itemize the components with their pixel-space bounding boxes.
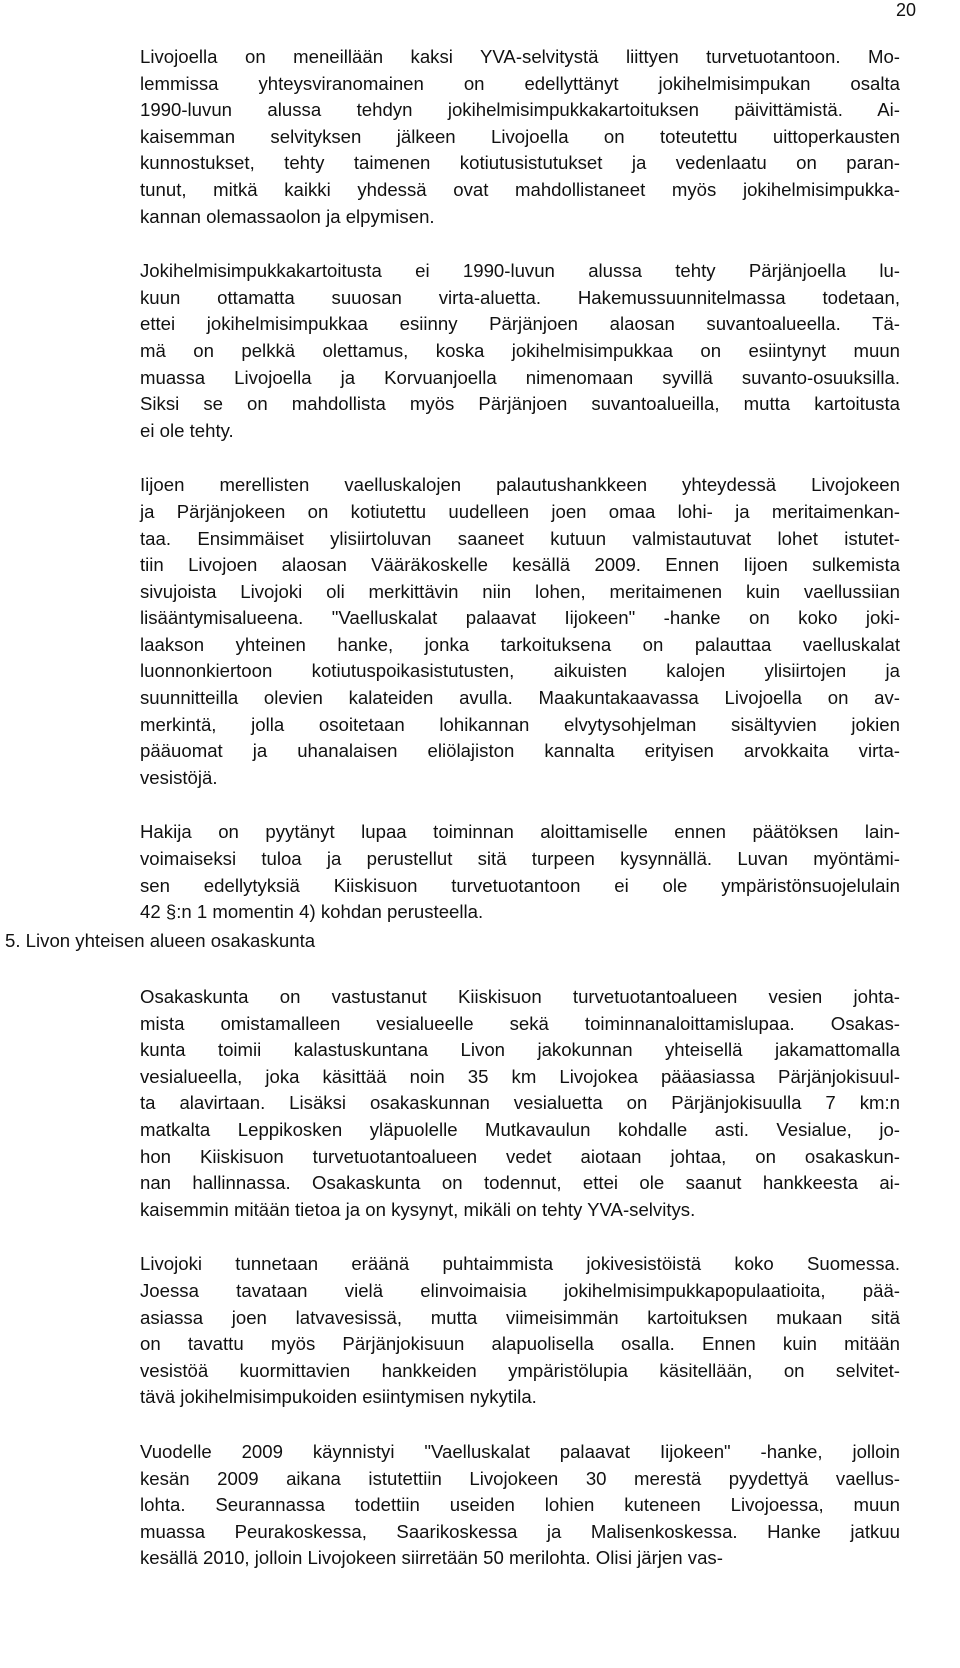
text-line: merkintä, jolla osoitetaan lohikannan elvytysohjelman sisältyvien jokien — [140, 713, 900, 735]
text-line: muassa Livojoella ja Korvuanjoella nimenomaan syvillä suvanto-osuuksilla. — [140, 366, 900, 388]
text-line: suunnitteilla olevien kalateiden avulla. Maakuntakaavassa Livojoella on av- — [140, 687, 900, 709]
text-line: kesällä 2010, jolloin Livojokeen siirretään 50 merilohta. Olisi järjen vas- — [140, 1547, 723, 1569]
text-line: mista omistamalleen vesialueelle sekä toiminnanaloittamislupaa. Osakas- — [140, 1012, 900, 1034]
text-line: 1990-luvun alussa tehdyn jokihelmisimpukkakartoituksen päivittämistä. Ai- — [140, 99, 900, 121]
text-line: tiin Livojoen alaosan Vääräkoskelle kesällä 2009. Ennen Iijoen sulkemista — [140, 554, 900, 576]
text-line: Livojoki tunnetaan eräänä puhtaimmista jokivesistöistä koko Suomessa. — [140, 1253, 900, 1275]
text-line: Jokihelmisimpukkakartoitusta ei 1990-luvun alussa tehty Pärjänjoella lu- — [140, 260, 900, 282]
text-line: 42 §:n 1 momentin 4) kohdan perusteella. — [140, 901, 484, 923]
text-line: Iijoen merellisten vaelluskalojen palautushankkeen yhteydessä Livojokeen — [140, 474, 900, 496]
text-line: kuun ottamatta suuosan virta-aluetta. Hakemussuunnitelmassa todetaan, — [140, 286, 900, 308]
text-line: tävä jokihelmisimpukoiden esiintymisen nykytila. — [140, 1386, 537, 1408]
text-line: tunut, mitkä kaikki yhdessä ovat mahdollistaneet myös jokihelmisimpukka- — [140, 178, 900, 200]
text-line: voimaiseksi tuloa ja perustellut sitä turpeen kysynnällä. Luvan myöntämi- — [140, 848, 900, 870]
text-line: Vuodelle 2009 käynnistyi "Vaelluskalat palaavat Iijokeen" -hanke, jolloin — [140, 1440, 900, 1462]
text-line: sivujoista Livojoki oli merkittävin niin lohen, meritaimenen kuin vaellussiian — [140, 580, 900, 602]
text-line: on tavattu myös Pärjänjokisuun alapuolisella osalla. Ennen kuin mitään — [140, 1333, 900, 1355]
text-line: Siksi se on mahdollista myös Pärjänjoen suvantoalueilla, mutta kartoitusta — [140, 393, 900, 415]
text-line: kannan olemassaolon ja elpymisen. — [140, 205, 435, 227]
text-line: lisääntymisalueena. "Vaelluskalat palaavat Iijokeen" -hanke on koko joki- — [140, 607, 900, 629]
paragraph — [140, 984, 900, 1223]
section-heading: 5. Livon yhteisen alueen osakaskunta — [5, 930, 316, 951]
text-line: lemmissa yhteysviranomainen on edellyttänyt jokihelmisimpukan osalta — [140, 72, 900, 94]
paragraph — [140, 44, 900, 230]
text-line: ei ole tehty. — [140, 419, 234, 441]
text-line: Joessa tavataan vielä elinvoimaisia jokihelmisimpukkapopulaatioita, pää- — [140, 1279, 900, 1301]
text-line: vesistöä kuormittavien hankkeiden ympäristölupia käsitellään, on selvitet- — [140, 1359, 900, 1381]
text-line: Livojoella on meneillään kaksi YVA-selvitystä liittyen turvetuotantoon. Mo- — [140, 46, 900, 67]
text-line: luonnonkiertoon kotiutuspoikasistutusten, aikuisten kalojen ylisiirtojen ja — [140, 660, 900, 682]
text-line: kesän 2009 aikana istutettiin Livojokeen 30 merestä pyydettyä vaellus- — [140, 1467, 900, 1489]
text-line: matkalta Leppikosken yläpuolelle Mutkavaulun kohdalle asti. Vesialue, jo- — [140, 1118, 900, 1140]
paragraph — [140, 819, 900, 925]
text-line: kaisemman selvityksen jälkeen Livojoella on toteutettu uittoperkausten — [140, 125, 900, 147]
text-line: taa. Ensimmäiset ylisiirtoluvan saaneet kutuun valmistautuvat lohet istutet- — [140, 527, 900, 549]
text-line: sen edellytyksiä Kiiskisuon turvetuotantoon ei ole ympäristönsuojelulain — [140, 874, 900, 896]
text-line: hon Kiiskisuon turvetuotantoalueen vedet aiotaan johtaa, on osakaskun- — [140, 1145, 900, 1167]
text-line: kunnostukset, tehty taimenen kotiutusistutukset ja vedenlaatu on paran- — [140, 152, 900, 174]
text-line: nan hallinnassa. Osakaskunta on todennut, ettei ole saanut hankkeesta ai- — [140, 1172, 900, 1194]
text-line: vesialueella, joka käsittää noin 35 km Livojokea pääasiassa Pärjänjokisuul- — [140, 1065, 900, 1087]
text-line: kaisemmin mitään tietoa ja on kysynyt, mikäli on tehty YVA-selvitys. — [140, 1198, 696, 1220]
paragraph — [140, 1439, 900, 1572]
text-line: lohta. Seurannassa todettiin useiden lohien kuteneen Livojoessa, muun — [140, 1494, 900, 1516]
text-line: pääuomat ja uhanalaisen eliölajiston kannalta erityisen arvokkaita virta- — [140, 740, 900, 762]
text-line: Hakija on pyytänyt lupaa toiminnan aloittamiselle ennen päätöksen lain- — [140, 821, 900, 843]
text-line: muassa Peurakoskessa, Saarikoskessa ja Malisenkoskessa. Hanke jatkuu — [140, 1520, 900, 1542]
body-text-bottom — [140, 984, 900, 1600]
text-line: ta alavirtaan. Lisäksi osakaskunnan vesialuetta on Pärjänjokisuulla 7 km:n — [140, 1092, 900, 1114]
text-line: Osakaskunta on vastustanut Kiiskisuon turvetuotantoalueen vesien johta- — [140, 986, 900, 1007]
text-line: asiassa joen latvavesissä, mutta viimeisimmän kartoituksen mukaan sitä — [140, 1306, 900, 1328]
text-line: kunta toimii kalastuskuntana Livon jakokunnan yhteisellä jakamattomalla — [140, 1039, 900, 1061]
paragraph — [140, 472, 900, 791]
text-line: vesistöjä. — [140, 766, 218, 788]
text-line: ja Pärjänjokeen on kotiutettu uudelleen joen omaa lohi- ja meritaimenkan- — [140, 500, 900, 522]
page-number: 20 — [896, 0, 917, 20]
text-line: mä on pelkkä olettamus, koska jokihelmisimpukkaa on esiintynyt muun — [140, 339, 900, 361]
text-line: ettei jokihelmisimpukkaa esiinny Pärjänjoen alaosan suvantoalueella. Tä- — [140, 313, 900, 335]
body-text-top — [140, 44, 900, 954]
paragraph — [140, 258, 900, 444]
paragraph — [140, 1251, 900, 1411]
text-line: laakson yhteinen hanke, jonka tarkoituksena on palauttaa vaelluskalat — [140, 633, 900, 655]
